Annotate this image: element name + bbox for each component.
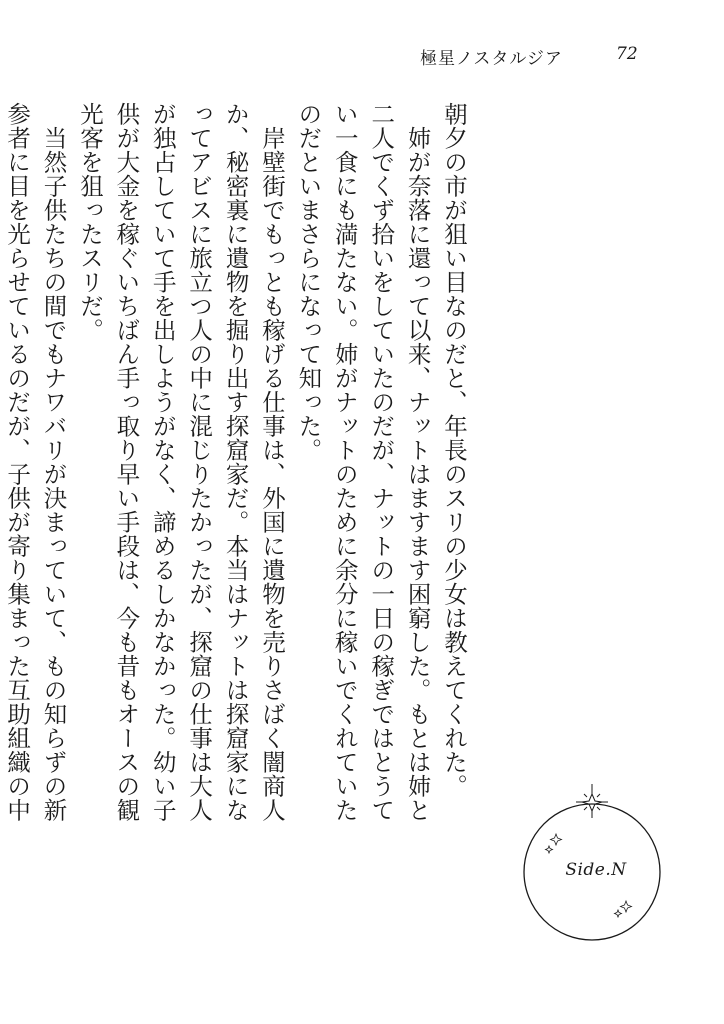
paragraph-1: 朝夕の市が狙い目なのだと、年長のスリの少女は教えてくれた。 xyxy=(440,102,468,798)
sparkle-icon-lower xyxy=(615,901,632,917)
paragraph-4: 当然子供たちの間でもナワバリが決まっていて、もの知らずの新参者に目を光らせているのだが、子供が寄り集まった互助組織の中 xyxy=(3,102,68,822)
book-title: 極星ノスタルジア xyxy=(420,49,563,69)
emblem-label: Side.N xyxy=(565,860,627,880)
paragraph-3: 岸壁街でもっとも稼げる仕事は、外国に遺物を売りさばく闇商人か、秘密裏に遺物を掘り出す探窟家だ。本当はナットは探窟家になってアビスに旅立つ人の中に混じりたかったが、探窟の仕事は大人が独占していて手を出しようがなく、諦めるしかなかった。幼い子供が大金を稼ぐいちばん手っ取り早い手段は、今も昔もオースの観光客を狙ったスリだ。 xyxy=(75,102,286,822)
running-header xyxy=(420,44,700,74)
sparkle-icon-upper xyxy=(546,834,562,853)
page-number: 72 xyxy=(616,44,638,64)
top-star-icon xyxy=(576,784,608,818)
side-emblem xyxy=(520,770,672,966)
vertical-body-text xyxy=(0,102,472,832)
paragraph-2: 姉が奈落に還って以来、ナットはますます困窮した。もとは姉と二人でくず拾いをしていたのだが、ナットの一日の稼ぎではとうてい一食にも満たない。姉がナットのために余分に稼いでくれていたのだといまさらになって知った。 xyxy=(294,102,432,822)
